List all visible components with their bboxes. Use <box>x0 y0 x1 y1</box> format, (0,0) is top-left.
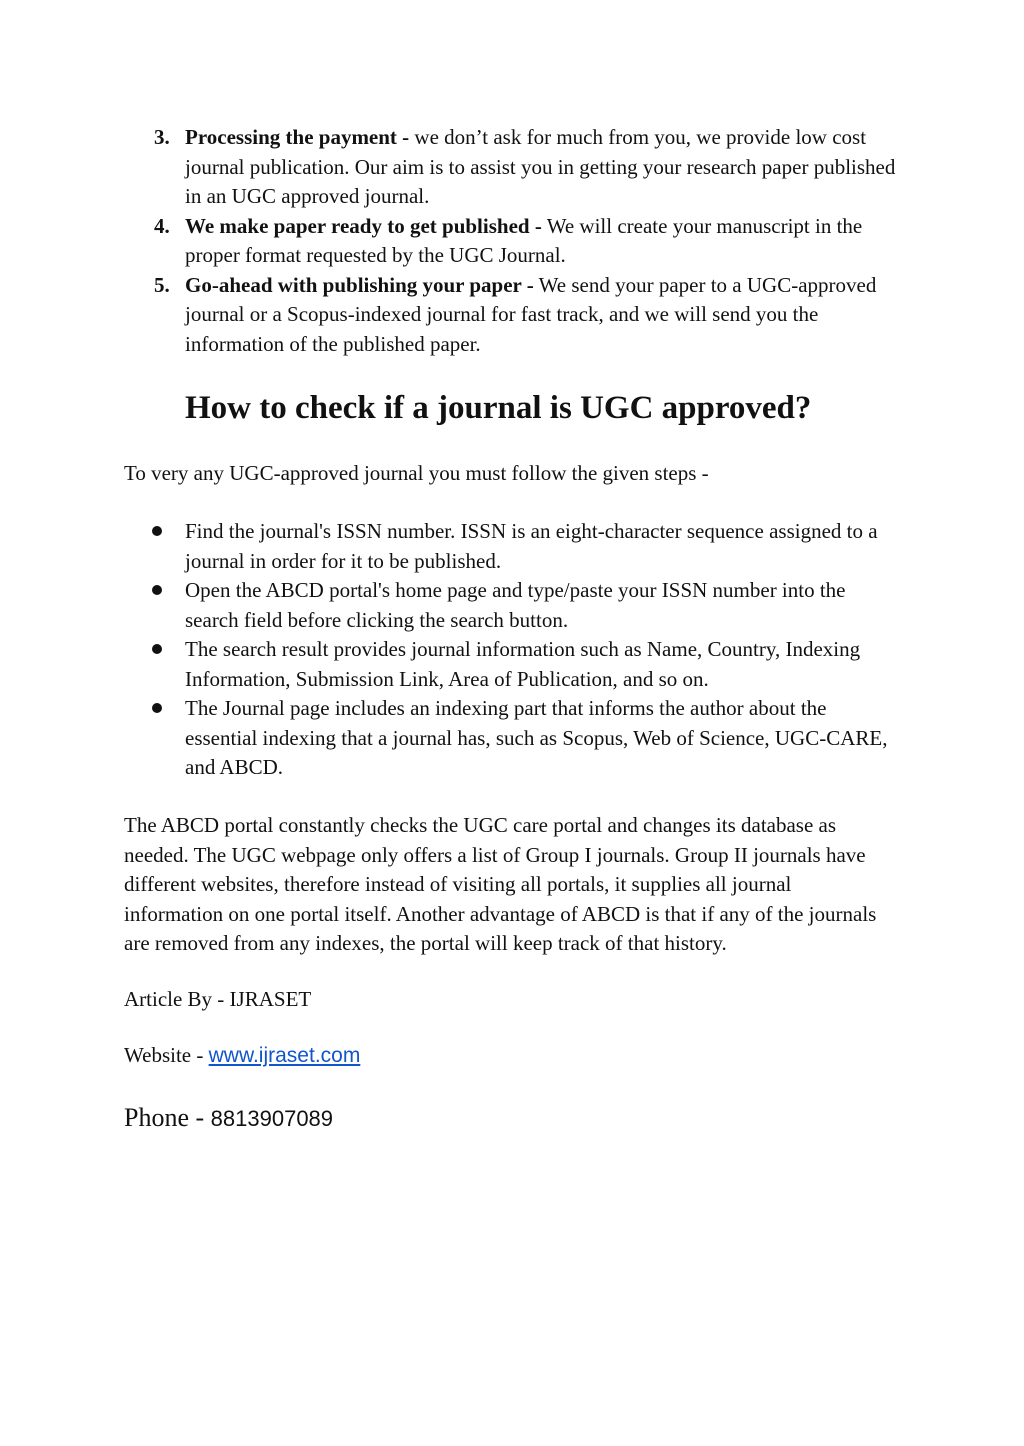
bullet-icon <box>152 644 162 654</box>
phone-label: Phone - <box>124 1103 211 1132</box>
bullet-text: Open the ABCD portal's home page and type/paste your ISSN number into the search field before clicking the search button. <box>185 578 846 632</box>
phone-line <box>124 1101 333 1136</box>
step-number: 3. <box>154 125 170 149</box>
bullet-text: The Journal page includes an indexing part that informs the author about the essential indexing that a journal has, such as Scopus, Web of Science, UGC-CARE, and ABCD. <box>185 696 888 779</box>
website-line <box>124 1041 360 1071</box>
bullet-steps-list <box>124 517 904 783</box>
bullet-item <box>124 517 904 576</box>
step-lead: Processing the payment - <box>185 125 410 149</box>
step-number: 5. <box>154 272 170 297</box>
bullet-item <box>124 635 904 694</box>
step-lead: Go-ahead with publishing your paper - <box>185 272 534 297</box>
intro-text: To very any UGC-approved journal you must follow the given steps - <box>124 461 709 485</box>
step-text: We send your paper to a UGC-approved journal or a Scopus-indexed journal for fast track, and we will send you the information of the published paper. <box>185 272 877 356</box>
website-label: Website - <box>124 1043 209 1067</box>
step-lead: We make paper ready to get published - <box>185 213 542 238</box>
step-item <box>124 123 904 212</box>
bullet-item <box>124 576 904 635</box>
numbered-steps-list <box>124 123 904 359</box>
bullet-icon <box>152 526 162 536</box>
step-number: 4. <box>154 213 170 238</box>
body-paragraph: The ABCD portal constantly checks the UGC care portal and changes its database as needed. The UGC webpage only offers a list of Group I journals. Group II journals have different websites, therefore instead of visiting all portals, it supplies all journal information on one portal itself. Another advantage of ABCD is that if any of the journals are removed from any indexes, the portal will keep track of that history. <box>124 813 877 955</box>
section-heading: How to check if a journal is UGC approved? <box>185 390 812 426</box>
bullet-text: Find the journal's ISSN number. ISSN is an eight-character sequence assigned to a journal in order for it to be published. <box>185 519 878 573</box>
step-item <box>124 271 904 360</box>
article-byline: Article By - IJRASET <box>124 987 312 1011</box>
phone-number: 8813907089 <box>210 1106 334 1131</box>
step-text: we don’t ask for much from you, we provide low cost journal publication. Our aim is to assist you in getting your research paper published in an UGC approved journal. <box>185 125 896 208</box>
website-link[interactable]: www.ijraset.com <box>208 1044 361 1067</box>
step-item <box>124 212 904 271</box>
bullet-text: The search result provides journal information such as Name, Country, Indexing Information, Submission Link, Area of Publication, and so on. <box>185 637 861 691</box>
step-text: We will create your manuscript in the proper format requested by the UGC Journal. <box>185 213 863 267</box>
bullet-icon <box>152 585 162 595</box>
bullet-icon <box>152 703 162 713</box>
bullet-item <box>124 694 904 783</box>
